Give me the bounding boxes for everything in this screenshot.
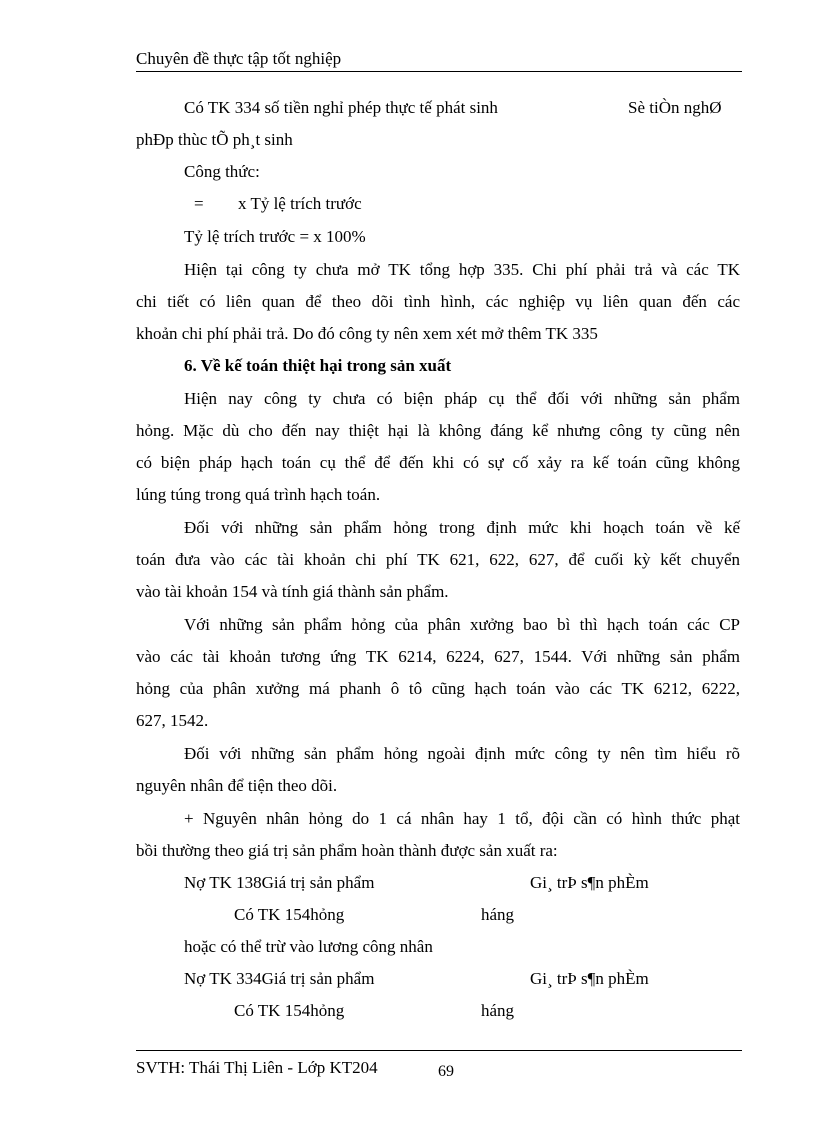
body-line: vào các tài khoản tương ứng TK 6214, 6224, 627, 1544. Với những sản phẩm [136,647,740,666]
header-divider [136,71,742,72]
body-line: phÐp thùc tÕ ph¸t sinh [136,130,293,149]
entry-debit: Nợ TK 334Giá trị sản phẩm [184,969,375,988]
body-line: nguyên nhân để tiện theo dõi. [136,776,338,795]
section-heading: 6. Về kế toán thiệt hại trong sản xuất [184,356,452,375]
body-line: Hiện tại công ty chưa mở TK tổng hợp 335. Chi phí phải trả và các TK [184,260,740,279]
entry-garbled: háng [481,905,515,924]
body-line: Hiện nay công ty chưa có biện pháp cụ thể đối với những sản phẩm [184,389,740,408]
formula-label: Công thức: [184,162,260,181]
body-line: hỏng. Mặc dù cho đến nay thiệt hại là không đáng kể nhưng công ty cũng nên [136,421,740,440]
formula-line: Tỷ lệ trích trước = x 100% [184,227,366,246]
page-header-title: Chuyên đề thực tập tốt nghiệp [136,49,342,68]
body-line: khoản chi phí phải trả. Do đó công ty nên xem xét mở thêm TK 335 [136,324,598,343]
body-line: hỏng của phân xưởng má phanh ô tô cũng hạch toán vào các TK 6212, 6222, [136,679,740,698]
entry-debit: Nợ TK 138Giá trị sản phẩm [184,873,375,892]
entry-credit: Có TK 154hỏng [234,905,345,924]
body-line: có biện pháp hạch toán cụ thể để đến khi có sự cố xảy ra kế toán cũng không [136,453,740,472]
body-line: Đối với những sản phẩm hỏng ngoài định mức công ty nên tìm hiểu rõ [184,744,740,763]
footer-divider [136,1050,742,1051]
body-line: vào tài khoản 154 và tính giá thành sản phẩm. [136,582,449,601]
body-line: lúng túng trong quá trình hạch toán. [136,485,381,504]
entry-garbled: Gi¸ trÞ s¶n phÈm [530,873,649,892]
body-line: Với những sản phẩm hỏng của phân xưởng bao bì thì hạch toán các CP [184,615,740,634]
formula-line: x Tỷ lệ trích trước [238,194,362,213]
entry-garbled: háng [481,1001,515,1020]
body-line: Có TK 334 số tiền nghỉ phép thực tế phát sinh [184,98,498,117]
page-number: 69 [438,1063,454,1080]
body-line-garbled: Sè tiÒn nghØ [628,98,722,117]
body-line: hoặc có thể trừ vào lương công nhân [184,937,433,956]
footer-author: SVTH: Thái Thị Liên - Lớp KT204 [136,1058,378,1077]
body-line: Đối với những sản phẩm hỏng trong định mức khi hoạch toán về kế [184,518,740,537]
entry-credit: Có TK 154hỏng [234,1001,345,1020]
body-line: toán đưa vào các tài khoản chi phí TK 621, 622, 627, để cuối kỳ kết chuyển [136,550,740,569]
entry-garbled: Gi¸ trÞ s¶n phÈm [530,969,649,988]
body-line: chi tiết có liên quan để theo dõi tình hình, các nghiệp vụ liên quan đến các [136,292,740,311]
formula-equals: = [194,194,204,213]
body-line: + Nguyên nhân hỏng do 1 cá nhân hay 1 tổ, đội cần có hình thức phạt [184,809,740,828]
body-line: bồi thường theo giá trị sản phẩm hoàn thành được sản xuất ra: [136,841,558,860]
body-line: 627, 1542. [136,711,209,730]
